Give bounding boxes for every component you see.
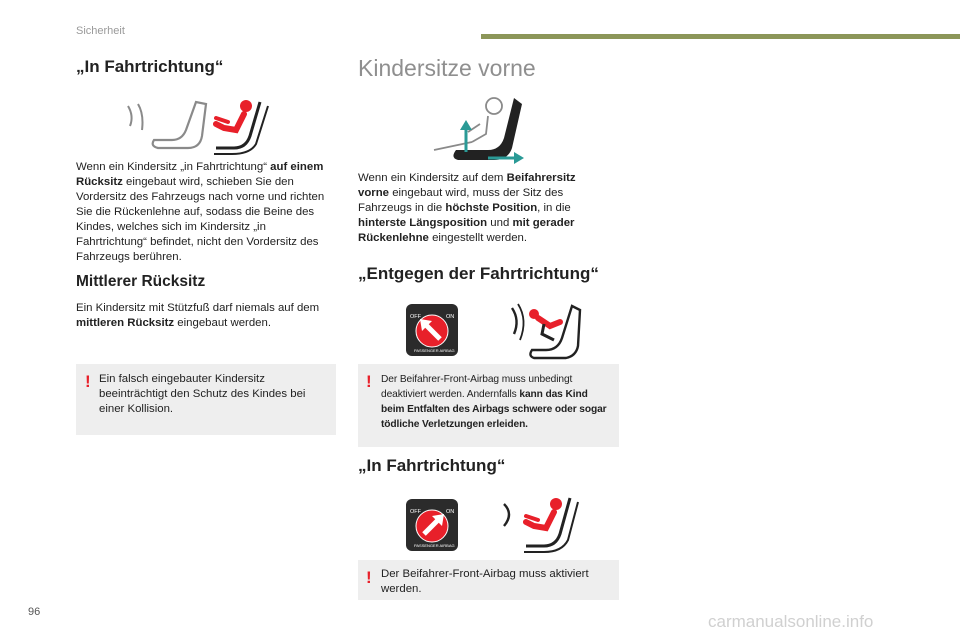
bold-text-run: mit gerader Rückenlehne <box>358 217 575 244</box>
page-number: 96 <box>28 606 41 618</box>
warning-text-left: Ein falsch eingebauter Kindersitz beeinträchtigt den Schutz des Kindes bei einer Kollision. <box>99 373 306 415</box>
bold-text-run: auf einem Rücksitz <box>76 161 324 188</box>
heading-forward-facing-front: „In Fahrtrichtung“ <box>358 456 506 475</box>
bold-text-run: kann das Kind beim Entfalten des Airbags schwere oder sogar tödliche Verletzungen erleiden. <box>381 389 607 430</box>
airbag-off-text: OFF <box>410 314 421 320</box>
airbag-ring-text: PASSENGER AIRBAG <box>414 543 455 548</box>
text-run: Wenn ein Kindersitz auf dem <box>358 172 507 184</box>
bold-text-run: hinterste Längsposition <box>358 217 488 229</box>
warning-exclamation-icon: ! <box>366 372 372 391</box>
airbag-off-icon <box>406 304 458 356</box>
paragraph-front-seat <box>358 171 606 246</box>
rear-facing-child-seat-icon <box>504 300 580 360</box>
forward-facing-child-seat-icon <box>500 494 580 554</box>
bold-text-run: mittleren Rücksitz <box>76 317 175 329</box>
watermark: carmanualsonline.info <box>708 612 874 631</box>
airbag-on-icon <box>406 499 458 551</box>
text-run: eingebaut wird, muss der Sitz des Fahrzeugs in die <box>358 187 564 214</box>
warning-exclamation-icon: ! <box>85 372 91 391</box>
seat-adjust-icon <box>428 94 528 166</box>
airbag-on-text: ON <box>446 509 455 515</box>
warning-box-rear-facing <box>358 364 619 447</box>
section-label: Sicherheit <box>76 25 125 37</box>
header-accent-bar <box>481 34 960 39</box>
text-run: Ein Kindersitz mit Stützfuß darf niemals auf dem <box>76 302 320 314</box>
warning-box-forward-facing <box>358 560 619 600</box>
text-run: eingebaut wird, schieben Sie den Vordersitz des Fahrzeugs nach vorne und richten Sie die Rückenlehne auf, sodass die Beine des Kindes, welches sich im Kindersitz „in Fahrtrichtung“ befindet, nicht den Vordersitz des Fahrzeugs berühren. <box>76 176 325 263</box>
bold-text-run: Beifahrersitz vorne <box>358 172 576 199</box>
text-run: eingestellt werden. <box>428 232 528 244</box>
text-run: und <box>487 217 513 229</box>
text-run: eingebaut werden. <box>174 317 272 329</box>
page-title: Kindersitze vorne <box>358 55 536 81</box>
airbag-off-text: OFF <box>410 509 421 515</box>
paragraph-middle-rear-seat <box>76 301 338 331</box>
warning-exclamation-icon: ! <box>366 568 372 587</box>
seat-forward-child-icon <box>120 96 280 156</box>
text-run: , in die <box>537 202 571 214</box>
warning-box-left <box>76 364 336 435</box>
paragraph-forward-facing-rear <box>76 160 338 265</box>
heading-middle-rear-seat: Mittlerer Rücksitz <box>76 273 206 290</box>
text-run: Wenn ein Kindersitz „in Fahrtrichtung“ <box>76 161 271 173</box>
bold-text-run: höchste Position <box>445 202 538 214</box>
text-run: Der Beifahrer-Front-Airbag muss unbedingt deaktiviert werden. Andernfalls <box>381 374 573 400</box>
warning-text-rear-facing <box>381 372 613 432</box>
heading-forward-facing-rear: „In Fahrtrichtung“ <box>76 57 224 76</box>
heading-rear-facing: „Entgegen der Fahrtrichtung“ <box>358 264 599 283</box>
warning-text-forward-facing: Der Beifahrer-Front-Airbag muss aktiviert werden. <box>381 568 589 595</box>
airbag-ring-text: PASSENGER AIRBAG <box>414 348 455 353</box>
airbag-on-text: ON <box>446 314 455 320</box>
